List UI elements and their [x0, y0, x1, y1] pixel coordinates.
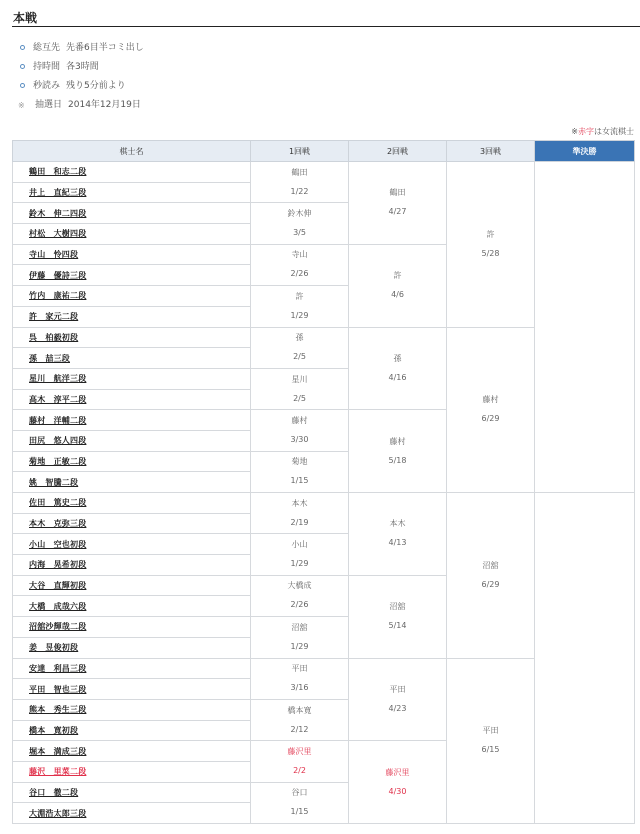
- info-item: [18, 99, 144, 118]
- round3-result-cell: [447, 327, 535, 493]
- round2-result-cell: [349, 741, 447, 824]
- player-name-link[interactable]: 熊本 秀生三段: [29, 705, 87, 715]
- semifinal-cell: [535, 493, 635, 824]
- page-title: 本戦: [13, 11, 38, 25]
- player-cell: [13, 327, 251, 348]
- match-date: 5/28: [481, 248, 500, 258]
- match-date: 6/29: [481, 579, 500, 589]
- player-name-link[interactable]: 田尻 悠人四段: [29, 436, 87, 446]
- player-cell: [13, 555, 251, 576]
- legend-red-text: 赤字: [578, 127, 594, 136]
- round2-result-cell: [349, 410, 447, 493]
- match-date: 1/29: [290, 310, 309, 320]
- winner-name: 孫: [295, 333, 304, 343]
- winner-name: 寺山: [291, 250, 308, 260]
- match-date: 2/5: [293, 393, 306, 403]
- match-date: 5/18: [388, 455, 407, 465]
- header-round2: 2回戦: [349, 141, 447, 162]
- winner-name: 小山: [291, 540, 308, 550]
- winner-name: 藤沢里: [287, 746, 312, 756]
- player-name-link[interactable]: 平田 智也三段: [29, 684, 87, 694]
- round1-result: [251, 416, 348, 445]
- info-label: 持時間: [33, 62, 61, 72]
- player-name-link[interactable]: 呉 柏毅初段: [29, 332, 79, 342]
- match-date: 1/15: [290, 807, 309, 817]
- player-name-link[interactable]: 菊地 正敏二段: [29, 456, 87, 466]
- player-name-link[interactable]: 大谷 直輝初段: [29, 581, 87, 591]
- round1-result: [251, 581, 348, 610]
- player-cell: [13, 658, 251, 679]
- round1-result: [251, 292, 348, 321]
- round2-result: [349, 519, 446, 548]
- round2-result-cell: [349, 658, 447, 741]
- winner-name: 沼舘: [482, 560, 499, 570]
- match-date: 2/5: [293, 352, 306, 362]
- winner-name: 沼舘: [291, 622, 308, 632]
- round2-result: [349, 354, 446, 383]
- player-name-link[interactable]: 寺山 怜四段: [29, 250, 79, 260]
- legend-text: は女流棋士: [594, 127, 634, 136]
- round2-result: [349, 768, 446, 797]
- winner-name: 藤村: [291, 415, 308, 425]
- winner-name: 鶴田: [389, 188, 406, 198]
- bullet-icon: [20, 64, 25, 69]
- legend-mark: ※: [571, 127, 578, 136]
- player-name-link[interactable]: 安達 利昌三段: [29, 663, 87, 673]
- player-cell: [13, 720, 251, 741]
- match-date: 1/15: [290, 476, 309, 486]
- round2-result-cell: [349, 327, 447, 410]
- player-name-link[interactable]: 小山 空也初段: [29, 539, 87, 549]
- player-cell: [13, 617, 251, 638]
- player-cell: [13, 493, 251, 514]
- player-name-link[interactable]: 高木 淳平二段: [29, 394, 87, 404]
- player-name-link[interactable]: 谷口 徹二段: [29, 787, 79, 797]
- winner-name: 平田: [482, 726, 499, 736]
- player-name-link[interactable]: 大橋 成哉六段: [29, 601, 87, 611]
- winner-name: 藤村: [389, 436, 406, 446]
- round2-result-cell: [349, 244, 447, 327]
- round1-result: [251, 664, 348, 693]
- round2-result: [349, 602, 446, 631]
- match-date: 2/12: [290, 724, 309, 734]
- match-date: 2/19: [290, 517, 309, 527]
- round2-result-cell: [349, 493, 447, 576]
- player-name-link[interactable]: 藤村 洋輔二段: [29, 415, 87, 425]
- info-item: [18, 80, 144, 99]
- match-date: 1/29: [290, 641, 309, 651]
- player-name-link[interactable]: 井上 直紀三段: [29, 188, 87, 198]
- match-date: 2/26: [290, 600, 309, 610]
- round1-result-cell: [251, 617, 349, 658]
- player-name-link[interactable]: 本木 克弥三段: [29, 519, 87, 529]
- player-cell: [13, 224, 251, 245]
- winner-name: 谷口: [291, 788, 308, 798]
- player-cell: [13, 575, 251, 596]
- player-cell: [13, 203, 251, 224]
- match-date: 4/23: [388, 703, 407, 713]
- match-date: 2/2: [293, 765, 306, 775]
- match-date: 4/27: [388, 207, 407, 217]
- winner-name: 藤沢里: [385, 767, 410, 777]
- tournament-info-list: [18, 42, 144, 118]
- player-cell: [13, 803, 251, 824]
- round1-result-cell: [251, 327, 349, 368]
- bullet-icon: [20, 45, 25, 50]
- player-cell: [13, 244, 251, 265]
- match-date: 4/13: [388, 538, 407, 548]
- info-value: 2014年12月19日: [68, 100, 141, 110]
- bullet-icon: [20, 83, 25, 88]
- round1-result: [251, 168, 348, 197]
- round1-result: [251, 375, 348, 404]
- round1-result: [251, 333, 348, 362]
- player-cell: [13, 637, 251, 658]
- winner-name: 鈴木伸: [287, 209, 312, 219]
- round1-result-cell: [251, 203, 349, 244]
- player-name-link[interactable]: 沼舘沙輝哉二段: [29, 622, 87, 632]
- round1-result-cell: [251, 658, 349, 699]
- round1-result-cell: [251, 493, 349, 534]
- round1-result: [251, 457, 348, 486]
- round1-result: [251, 540, 348, 569]
- bracket-body: [13, 162, 635, 824]
- round3-result: [447, 726, 534, 755]
- winner-name: 大橋成: [287, 581, 312, 591]
- table-row: [13, 162, 635, 183]
- match-date: 3/5: [293, 228, 306, 238]
- player-name-link[interactable]: 佐田 篤史二段: [29, 498, 87, 508]
- player-name-link[interactable]: 藤沢 里菜二段: [29, 767, 87, 777]
- round1-result-cell: [251, 534, 349, 575]
- info-value: 各3時間: [66, 62, 99, 72]
- player-cell: [13, 182, 251, 203]
- info-label: 秒読み: [33, 81, 61, 91]
- round1-result-cell: [251, 451, 349, 492]
- player-name-link[interactable]: 堀本 満成三段: [29, 746, 87, 756]
- player-cell: [13, 368, 251, 389]
- info-label: 抽選日: [35, 100, 63, 110]
- match-date: 2/26: [290, 269, 309, 279]
- round1-result: [251, 788, 348, 817]
- player-cell: [13, 513, 251, 534]
- round1-result-cell: [251, 741, 349, 782]
- winner-name: 平田: [291, 664, 308, 674]
- winner-name: 孫: [393, 353, 402, 363]
- winner-name: 本木: [291, 498, 308, 508]
- player-cell: [13, 472, 251, 493]
- round2-result: [349, 188, 446, 217]
- winner-name: 沼舘: [389, 602, 406, 612]
- round2-result-cell: [349, 162, 447, 245]
- winner-name: 藤村: [482, 395, 499, 405]
- player-name-link[interactable]: 橋本 寛初段: [29, 725, 79, 735]
- round1-result: [251, 499, 348, 528]
- round1-result-cell: [251, 699, 349, 740]
- info-item: [18, 61, 144, 80]
- header-player-name: 棋士名: [13, 141, 251, 162]
- match-date: 1/29: [290, 559, 309, 569]
- header-row: [13, 141, 635, 162]
- title-divider: [12, 26, 640, 27]
- match-date: 3/30: [290, 434, 309, 444]
- match-date: 4/6: [391, 290, 404, 300]
- header-round3: 3回戦: [447, 141, 535, 162]
- legend-note: [571, 126, 634, 137]
- player-name-link[interactable]: 村松 大樹四段: [29, 229, 87, 239]
- round1-result: [251, 623, 348, 652]
- match-date: 1/22: [290, 186, 309, 196]
- player-cell: [13, 699, 251, 720]
- player-cell: [13, 534, 251, 555]
- winner-name: 橋本寛: [287, 705, 312, 715]
- tournament-bracket-table: [12, 140, 635, 824]
- player-name-link[interactable]: 大淵浩太郎三段: [29, 808, 87, 818]
- match-date: 6/29: [481, 414, 500, 424]
- player-cell: [13, 410, 251, 431]
- winner-name: 許: [393, 271, 402, 281]
- header-semifinal: 準決勝: [535, 141, 635, 162]
- round1-result-cell: [251, 410, 349, 451]
- player-name-link[interactable]: 鶴田 和志二段: [29, 167, 87, 177]
- winner-name: 星川: [291, 374, 308, 384]
- player-cell: [13, 162, 251, 183]
- player-cell: [13, 286, 251, 307]
- round3-result: [447, 395, 534, 424]
- player-cell: [13, 679, 251, 700]
- round1-result: [251, 706, 348, 735]
- player-cell: [13, 430, 251, 451]
- round2-result: [349, 685, 446, 714]
- winner-name: 鶴田: [291, 167, 308, 177]
- player-cell: [13, 761, 251, 782]
- note-mark: ※: [18, 101, 25, 110]
- player-name-link[interactable]: 内海 晃希初段: [29, 560, 87, 570]
- player-cell: [13, 741, 251, 762]
- winner-name: 許: [486, 229, 495, 239]
- player-name-link[interactable]: 孫 喆三段: [29, 353, 70, 363]
- match-date: 5/14: [388, 621, 407, 631]
- round2-result-cell: [349, 575, 447, 658]
- winner-name: 平田: [389, 684, 406, 694]
- round3-result-cell: [447, 162, 535, 328]
- player-name-link[interactable]: 竹内 康祐二段: [29, 291, 87, 301]
- round3-result-cell: [447, 493, 535, 659]
- header-round1: 1回戦: [251, 141, 349, 162]
- player-name-link[interactable]: 星川 航洋三段: [29, 374, 87, 384]
- player-cell: [13, 389, 251, 410]
- match-date: 4/16: [388, 372, 407, 382]
- round3-result: [447, 230, 534, 259]
- winner-name: 本木: [389, 519, 406, 529]
- match-date: 4/30: [388, 786, 407, 796]
- player-name-link[interactable]: 姚 智騰二段: [29, 477, 79, 487]
- round3-result: [447, 561, 534, 590]
- winner-name: 許: [295, 291, 304, 301]
- info-item: [18, 42, 144, 61]
- player-cell: [13, 596, 251, 617]
- round1-result: [251, 209, 348, 238]
- round1-result-cell: [251, 244, 349, 285]
- match-date: 3/16: [290, 683, 309, 693]
- info-value: 先番6目半コミ出し: [66, 43, 144, 53]
- player-cell: [13, 306, 251, 327]
- round3-result-cell: [447, 658, 535, 824]
- table-row: [13, 493, 635, 514]
- player-cell: [13, 451, 251, 472]
- round1-result-cell: [251, 286, 349, 327]
- info-value: 残り5分前より: [66, 81, 126, 91]
- player-name-link[interactable]: 伊藤 優詩三段: [29, 270, 87, 280]
- round1-result-cell: [251, 162, 349, 203]
- round1-result: [251, 250, 348, 279]
- player-name-link[interactable]: 姜 昱俊初段: [29, 643, 79, 653]
- winner-name: 菊地: [291, 457, 308, 467]
- round2-result: [349, 271, 446, 300]
- player-name-link[interactable]: 許 家元二段: [29, 312, 79, 322]
- round1-result-cell: [251, 368, 349, 409]
- round1-result: [251, 747, 348, 776]
- round2-result: [349, 437, 446, 466]
- semifinal-cell: [535, 162, 635, 493]
- round1-result-cell: [251, 782, 349, 823]
- player-name-link[interactable]: 鈴木 伸二四段: [29, 208, 87, 218]
- player-cell: [13, 782, 251, 803]
- match-date: 6/15: [481, 745, 500, 755]
- player-cell: [13, 265, 251, 286]
- round1-result-cell: [251, 575, 349, 616]
- player-cell: [13, 348, 251, 369]
- info-label: 総互先: [33, 43, 61, 53]
